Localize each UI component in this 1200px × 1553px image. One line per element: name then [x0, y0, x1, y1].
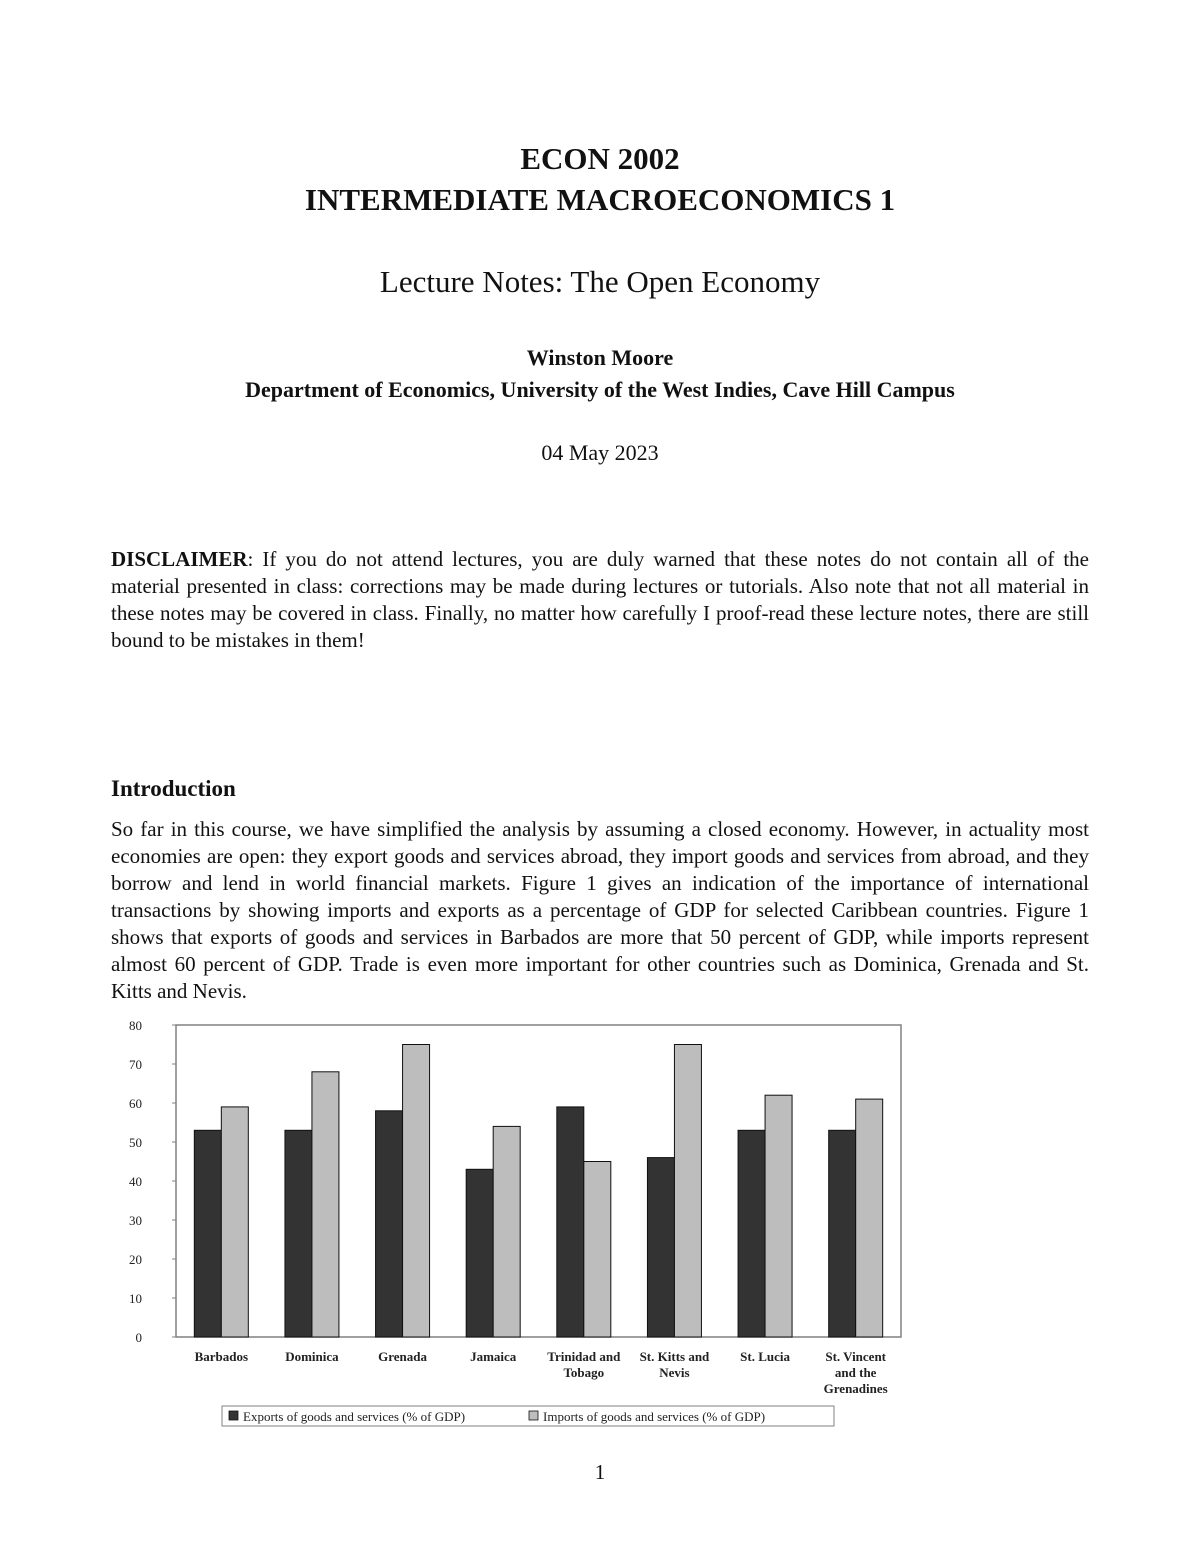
document-subtitle: Lecture Notes: The Open Economy: [379, 264, 821, 299]
x-category-label: Nevis: [659, 1365, 690, 1380]
author-name: Winston Moore: [526, 345, 674, 370]
legend-label: Imports of goods and services (% of GDP): [543, 1409, 766, 1424]
imports-bar: [674, 1045, 701, 1338]
x-category-label: Grenadines: [823, 1381, 888, 1396]
y-tick-label: 80: [129, 1018, 142, 1033]
author-department: Department of Economics, University of the West Indies, Cave Hill Campus: [245, 377, 955, 402]
exports-bar: [466, 1169, 493, 1337]
x-category-label: Dominica: [285, 1349, 339, 1364]
legend-swatch: [229, 1411, 238, 1420]
x-category-label: St. Lucia: [740, 1349, 790, 1364]
exports-bar: [194, 1130, 221, 1337]
x-category-label: Trinidad and: [547, 1349, 621, 1364]
exports-bar: [557, 1107, 584, 1337]
x-category-label: St. Kitts and: [639, 1349, 710, 1364]
disclaimer-text: : If you do not attend lectures, you are duly warned that these notes do not contain all of the material presented in class: corrections may be made during lectures or tutorials. Also note that not all material in these notes may be covered in class. Finally, no matter how carefully I proof-read these lecture notes, there are still bound to be mistakes in them!: [111, 547, 1089, 652]
y-tick-label: 10: [129, 1291, 142, 1306]
course-code: ECON 2002: [520, 141, 680, 176]
exports-bar: [738, 1130, 765, 1337]
x-category-label: Tobago: [563, 1365, 605, 1380]
imports-bar: [856, 1099, 883, 1337]
x-category-label: and the: [834, 1365, 877, 1380]
document-date: 04 May 2023: [541, 440, 659, 465]
exports-bar: [647, 1158, 674, 1337]
y-tick-label: 70: [129, 1057, 142, 1072]
imports-bar: [765, 1095, 792, 1337]
imports-bar: [403, 1045, 430, 1338]
disclaimer-label: DISCLAIMER: [111, 547, 248, 571]
x-category-label: Grenada: [378, 1349, 428, 1364]
course-title: INTERMEDIATE MACROECONOMICS 1: [304, 182, 896, 217]
page-number: 1: [594, 1460, 606, 1484]
y-tick-label: 60: [129, 1096, 142, 1111]
x-category-label: Jamaica: [470, 1349, 517, 1364]
legend-swatch: [529, 1411, 538, 1420]
legend-label: Exports of goods and services (% of GDP): [243, 1409, 466, 1424]
x-category-label: St. Vincent: [825, 1349, 887, 1364]
y-tick-label: 40: [129, 1174, 142, 1189]
x-category-label: Barbados: [194, 1349, 249, 1364]
y-tick-label: 30: [129, 1213, 142, 1228]
imports-bar: [584, 1162, 611, 1338]
introduction-paragraph: So far in this course, we have simplified the analysis by assuming a closed economy. However, in actuality most economies are open: they export goods and services abroad, they import goods and services from abroad, and they borrow and lend in world financial markets. Figure 1 gives an indication of the importance of international transactions by showing imports and exports as a percentage of GDP for selected Caribbean countries. Figure 1 shows that exports of goods and services in Barbados are more that 50 percent of GDP, while imports represent almost 60 percent of GDP. Trade is even more important for other countries such as Dominica, Grenada and St. Kitts and Nevis.: [111, 817, 1089, 1003]
exports-bar: [376, 1111, 403, 1337]
introduction-heading: Introduction: [111, 776, 236, 801]
exports-bar: [829, 1130, 856, 1337]
exports-bar: [285, 1130, 312, 1337]
imports-bar: [312, 1072, 339, 1337]
disclaimer-paragraph: [111, 546, 1089, 654]
y-tick-label: 20: [129, 1252, 142, 1267]
trade-bar-chart: [112, 1012, 912, 1430]
y-tick-label: 50: [129, 1135, 142, 1150]
y-tick-label: 0: [135, 1330, 142, 1345]
imports-bar: [493, 1126, 520, 1337]
imports-bar: [221, 1107, 248, 1337]
